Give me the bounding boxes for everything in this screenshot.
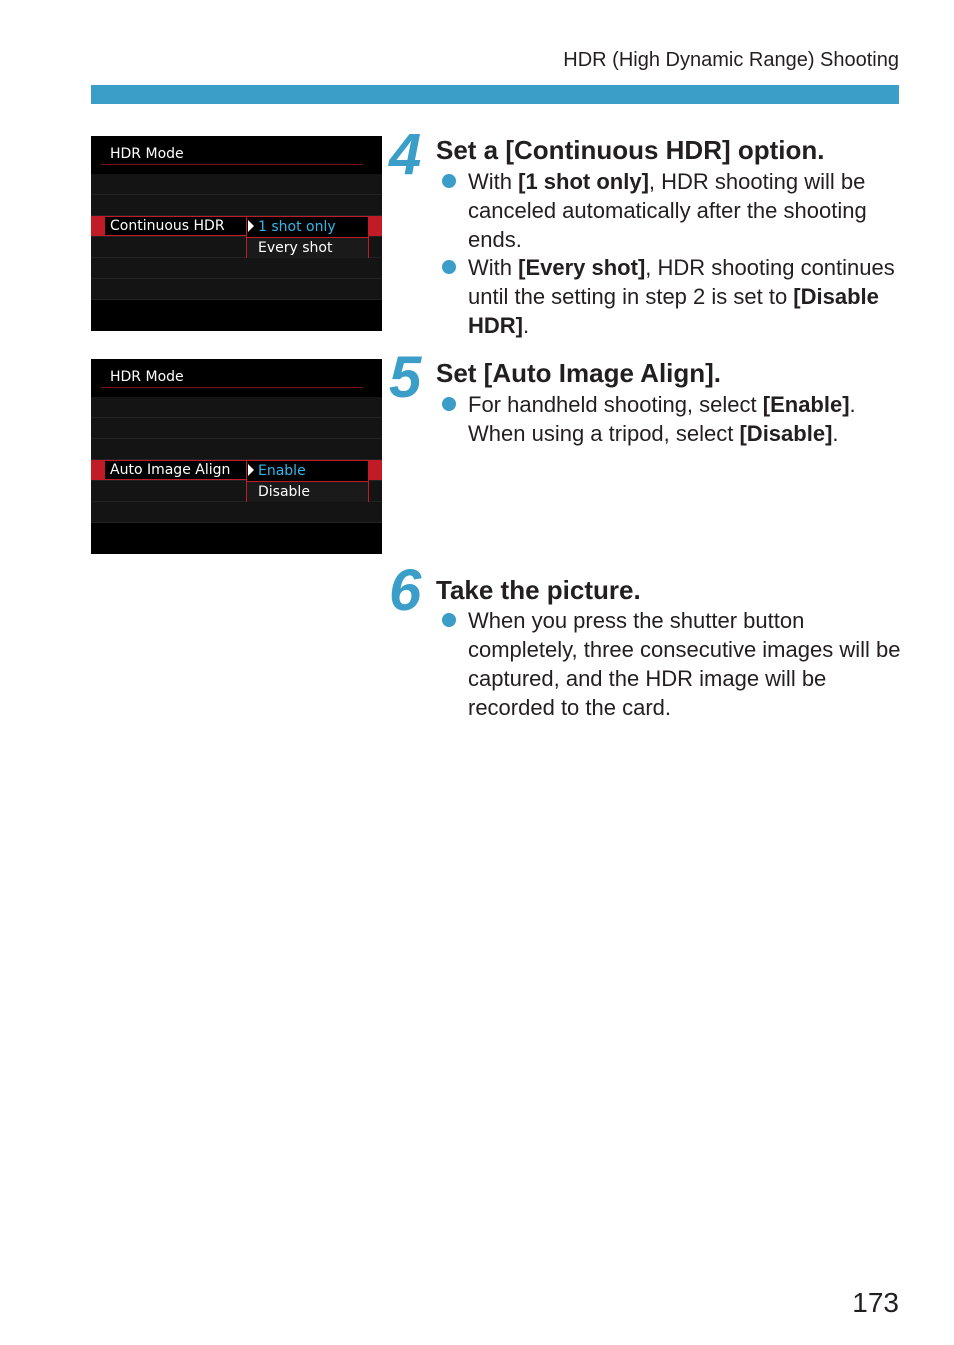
screen-title-divider	[101, 164, 363, 165]
option-1-shot-only[interactable]	[247, 217, 368, 237]
screen-title: HDR Mode	[110, 369, 184, 385]
option-popup	[246, 460, 369, 502]
bullet-bold-text: [Disable]	[739, 421, 833, 446]
menu-row-blank	[91, 418, 382, 439]
bullet-dot-icon	[442, 397, 456, 411]
menu-row-blank	[91, 258, 382, 279]
menu-row-blank	[91, 174, 382, 195]
option-label: 1 shot only	[258, 219, 336, 235]
step-number-4: 4	[389, 122, 422, 187]
menu-row-blank	[91, 195, 382, 216]
bullet-text: . When using a tripod, select	[468, 392, 856, 446]
step-title-6: Take the picture.	[436, 575, 641, 605]
step-5-bullet-1	[468, 390, 908, 448]
option-disable[interactable]	[247, 481, 368, 502]
menu-row-label: Continuous HDR	[110, 218, 225, 234]
option-every-shot[interactable]	[247, 237, 368, 258]
bullet-bold-text: [Enable]	[762, 392, 850, 417]
menu-row-blank	[91, 279, 382, 300]
option-label: Enable	[258, 463, 306, 479]
option-label: Every shot	[258, 240, 333, 256]
bullet-dot-icon	[442, 613, 456, 627]
page-number: 173	[852, 1287, 899, 1318]
step-4-bullet-1	[468, 167, 908, 254]
bullet-dot-icon	[442, 260, 456, 274]
step-number-6: 6	[389, 558, 422, 623]
option-label: Disable	[258, 484, 310, 500]
bullet-bold-text: [Disable HDR]	[468, 284, 879, 338]
bullet-text: With	[468, 255, 519, 280]
bullet-dot-icon	[442, 174, 456, 188]
screen-footer	[91, 301, 382, 331]
header-title: HDR (High Dynamic Range) Shooting	[563, 49, 899, 71]
bullet-text: .	[832, 421, 839, 446]
header-bar	[91, 85, 899, 104]
bullet-text: When you press the shutter button completely, three consecutive images will be captured, and the HDR image will be recorded to the card.	[468, 608, 901, 720]
menu-row-blank	[91, 439, 382, 460]
step-title-4: Set a [Continuous HDR] option.	[436, 135, 825, 165]
step-4-bullet-2	[468, 253, 908, 340]
bullet-bold-text: [Every shot]	[518, 255, 646, 280]
screen-footer	[91, 524, 382, 554]
option-popup	[246, 216, 369, 258]
bullet-text: For handheld shooting, select	[468, 392, 763, 417]
camera-screen-continuous-hdr	[91, 136, 382, 331]
bullet-text: , HDR shooting continues until the setting in step 2 is set to	[468, 255, 895, 309]
screen-title-divider	[101, 387, 363, 388]
selection-marker-icon	[248, 464, 254, 476]
bullet-text: With	[468, 169, 519, 194]
step-number-5: 5	[389, 345, 422, 410]
selection-marker-icon	[248, 220, 254, 232]
step-6-bullet-1	[468, 606, 908, 722]
menu-row-blank	[91, 502, 382, 523]
menu-row-label: Auto Image Align	[110, 462, 231, 478]
bullet-text: , HDR shooting will be canceled automatically after the shooting ends.	[468, 169, 867, 252]
option-enable[interactable]	[247, 461, 368, 481]
screen-title: HDR Mode	[110, 146, 184, 162]
bullet-text: .	[523, 313, 530, 338]
menu-row-blank	[91, 397, 382, 418]
camera-screen-auto-image-align	[91, 359, 382, 554]
bullet-bold-text: [1 shot only]	[518, 169, 649, 194]
step-title-5: Set [Auto Image Align].	[436, 358, 722, 388]
